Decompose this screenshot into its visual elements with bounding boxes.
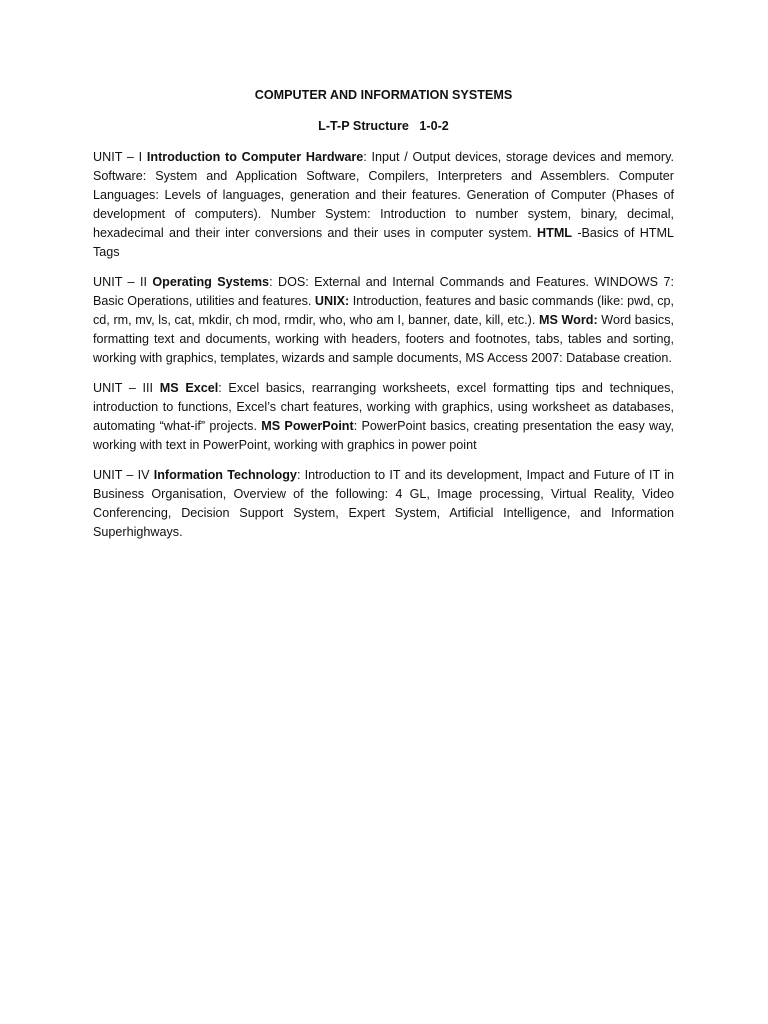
unit-1-paragraph bbox=[93, 148, 674, 261]
unit-1-label: UNIT – I bbox=[93, 150, 147, 164]
unit-2-label: UNIT – II bbox=[93, 274, 153, 289]
unit-2-msword-heading: MS Word: bbox=[538, 312, 598, 327]
unit-3-paragraph bbox=[93, 379, 674, 455]
unit-2-msword-body: Word basics, formatting text and documents, working with headers, footers and footnotes, tabs, tables and sorting, working with graphics, templates, wizards and sample documents, MS Access 2007: Database creation. bbox=[93, 312, 675, 365]
ltp-structure: L-T-P Structure 1-0-2 bbox=[318, 119, 449, 133]
document-title: COMPUTER AND INFORMATION SYSTEMS bbox=[254, 88, 513, 102]
unit-3-powerpoint-body: : PowerPoint basics, creating presentation the easy way, working with text in PowerPoint, working with graphics in power point bbox=[93, 418, 674, 452]
unit-1-html-body: -Basics of HTML Tags bbox=[93, 225, 674, 259]
unit-4-body: : Introduction to IT and its development, Impact and Future of IT in Business Organisation, Overview of the following: 4 GL, Image processing, Virtual Reality, Video Conferencing, Decision Support System, Expert System, Artificial Intelligence, and Information Superhighways. bbox=[93, 468, 675, 539]
unit-3-powerpoint-heading: MS PowerPoint bbox=[261, 418, 354, 433]
unit-3-heading: MS Excel bbox=[159, 380, 219, 395]
unit-2-paragraph bbox=[93, 273, 674, 368]
unit-4-label: UNIT – IV bbox=[93, 468, 154, 483]
unit-2-unix-heading: UNIX: bbox=[314, 293, 350, 308]
document-page bbox=[93, 86, 674, 553]
unit-2-heading: Operating Systems bbox=[152, 274, 270, 289]
unit-3-label: UNIT – III bbox=[93, 380, 160, 395]
unit-3-body: : Excel basics, rearranging worksheets, excel formatting tips and techniques, introduction to functions, Excel’s chart features, working with graphics, using worksheet as databases, automating “what-if” projects. bbox=[93, 380, 674, 433]
unit-1-html-heading: HTML bbox=[537, 225, 573, 240]
unit-1-body: : Input / Output devices, storage devices and memory. Software: System and Application Software, Compilers, Interpreters and Assemblers. Computer Languages: Levels of languages, generation and their features. Generation of Computer (Phases of development of computers). Number System: Introduction to number system, binary, decimal, hexadecimal and their inter conversions and their uses in computer system. bbox=[93, 150, 674, 240]
unit-4-heading: Information Technology bbox=[153, 468, 297, 483]
unit-2-unix-body: Introduction, features and basic commands (like: pwd, cp, cd, rm, mv, ls, cat, mkdir, ch mod, rmdir, who, who am I, banner, date, kill, etc.). bbox=[93, 293, 675, 327]
unit-4-paragraph bbox=[93, 466, 674, 542]
unit-1-heading: Introduction to Computer Hardware bbox=[146, 150, 364, 164]
unit-2-body: : DOS: External and Internal Commands and Features. WINDOWS 7: Basic Operations, utilities and features. bbox=[93, 274, 674, 308]
